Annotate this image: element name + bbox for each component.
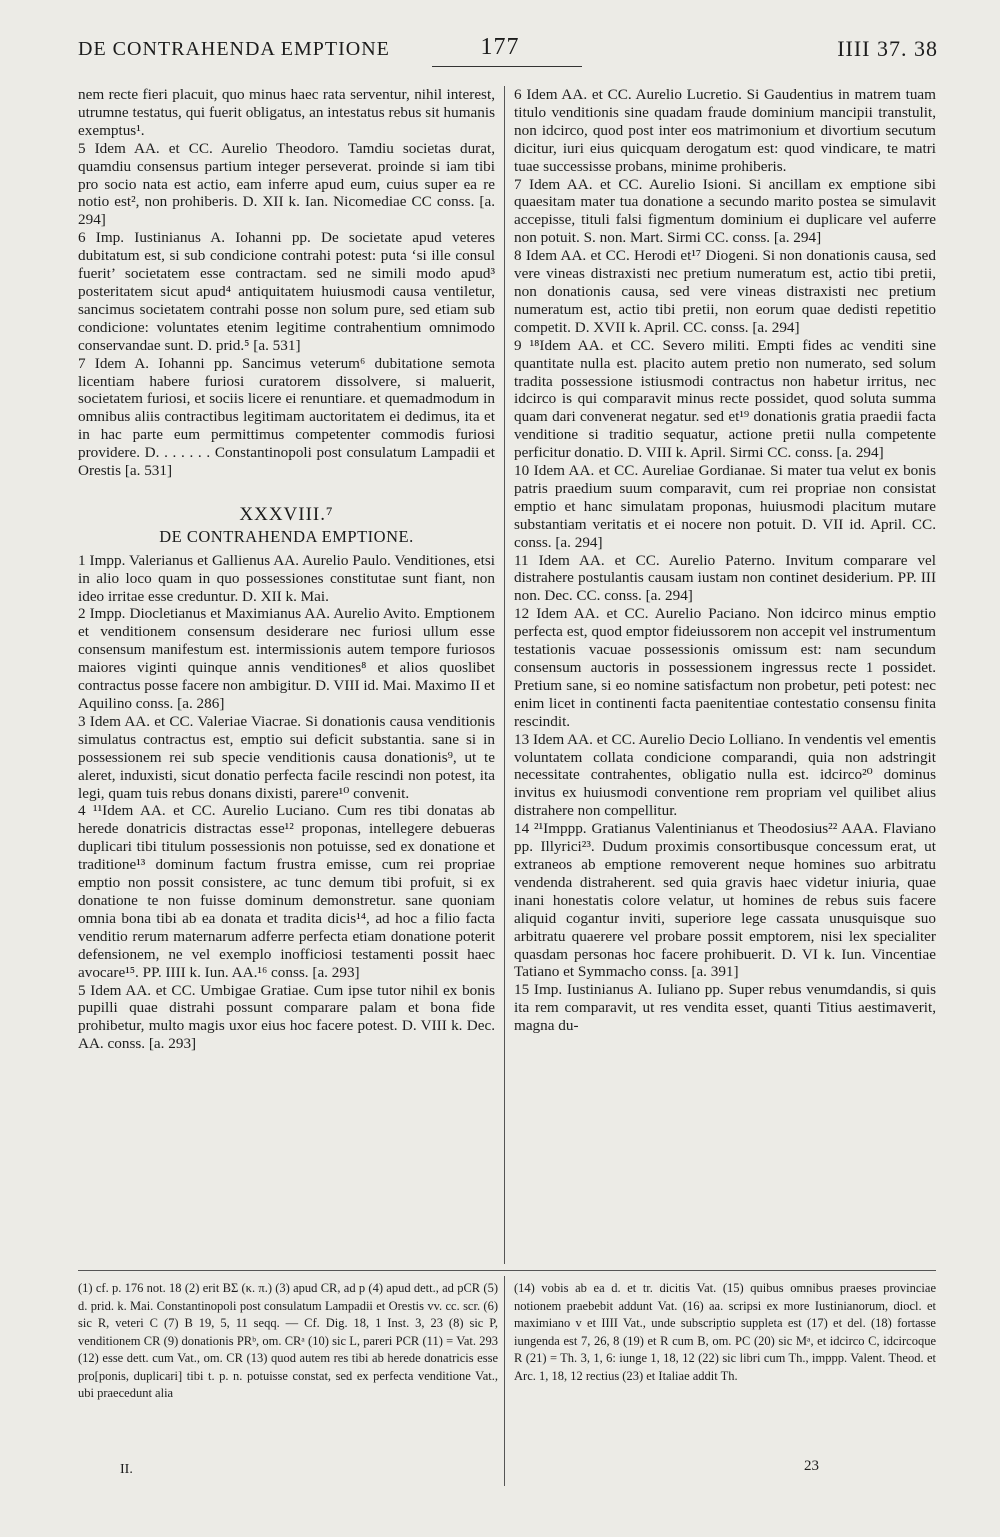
right-paragraph: 13 Idem AA. et CC. Aurelio Decio Lolliano. In vendentis vel ementis voluntatem collata condicione comparandi, quia non adstringit necessitate contrahentes, obligatio nulla est. idcirco²⁰ dominus invitus ex huiusmodi conventione rem propriam vel quilibet alius distrahere non compellitur. — [514, 730, 936, 820]
footnote-divider — [504, 1276, 505, 1486]
footnotes-left: (1) cf. p. 176 not. 18 (2) erit ΒΣ (κ. π.) (3) apud CR, ad p (4) apud dett., ad pCR (5) d. prid. k. Mai. Constantinopoli post consulatum Lampadii et Orestis vv. cc. scr. (6) sic R, veteri C (7) B 19, 5, 11 seqq. — Cf. Dig. 18, 1 Inst. 3, 23 (8) sic P, venditionem CR (9) donationis PRᵇ, om. CRᵃ (10) sic L, pareri PCR (11) = Vat. 293 (12) esse dett. cum Vat., om. CR (13) quod autem res tibi ab herede donatricis esse pro[ponis, duplicari] tibi t. p. n. potuisse constat, sed ex perfecta venditione Vat., ubi praecedunt alia — [78, 1281, 498, 1400]
right-paragraph: 15 Imp. Iustinianus A. Iuliano pp. Super rebus venumdandis, si quis ita rem comparavit, ut res vendita esset, quanti Titius aestimaverit, magna du- — [514, 981, 936, 1035]
right-paragraph: 6 Idem AA. et CC. Aurelio Lucretio. Si Gaudentius in matrem tuam titulo venditionis sine quadam fraude dominium mancipii transtulit, non idcirco, quod post inter eos matrimonium et divortium secutum dicitur, iuri eius quicquam derogatum est: quod vindicare, te matri tuae successisse probans, minime prohiberis. — [514, 86, 936, 175]
right-paragraph: 10 Idem AA. et CC. Aureliae Gordianae. Si mater tua velut ex bonis patris praedium suum comparavit, cum rei propriae non consistat emptio et hanc simulatam proponas, huiusmodi placitum mutare substantiam veritatis et ei nocere non potuit. D. VII id. April. CC. conss. [a. 294] — [514, 462, 936, 551]
right-paragraph: 11 Idem AA. et CC. Aurelio Paterno. Invitum comparare vel distrahere postulantis causam iustam non continet desiderium. PP. III non. Dec. CC. conss. [a. 294] — [514, 551, 936, 605]
section-paragraph: 1 Impp. Valerianus et Gallienus AA. Aurelio Paulo. Venditiones, etsi in alio loco quam in quo possessiones constitutae sunt fiant, non ideo irritae esse creduntur. D. XII k. Mai. — [78, 551, 495, 605]
section-paragraph: 3 Idem AA. et CC. Valeriae Viacrae. Si donationis causa venditionis simulatus contractus est, emptio sui deficit substantia. sane si in possessionem rei sub specie venditionis causa donationis⁹, ut te aleret, induxisti, sicut donatio perfecta facile rescindi non potest, ita legi, quam tuis rebus donans dixisti, parere¹⁰ convenit. — [78, 712, 495, 802]
right-paragraph: 12 Idem AA. et CC. Aurelio Paciano. Non idcirco minus emptio perfecta est, quod emptor fideiussorem non accepit vel instrumentum testationis vacuae possessionis omissum est: nam secundum consensum auctoris in possessionem ingressus recte 1 possidet. Pretium sane, si eo nomine satisfactum non probetur, peti potest: nec enim licet in continenti facta paenitentiae contestatio consensu finita rescindit. — [514, 605, 936, 730]
header-rule — [432, 66, 582, 67]
left-paragraph: nem recte fieri placuit, quo minus haec rata serventur, nihil interest, utrumne testatus, qui fuerit obligatus, an intestatus rebus sit humanis exemptus¹. — [78, 86, 495, 139]
right-paragraph: 7 Idem AA. et CC. Aurelio Isioni. Si ancillam ex emptione sibi quaesitam mater tua donatione a secundo marito postea se simulavit accepisse, tituli falsi figmentum dominium ei duplicare vel auferre non potuit. S. non. Mart. Sirmi CC. conss. [a. 294] — [514, 175, 936, 247]
page-number: 177 — [480, 34, 520, 60]
section-paragraph: 4 ¹¹Idem AA. et CC. Aurelio Luciano. Cum res tibi donatas ab herede donatricis distractas esse¹² proponas, intellegere debueras duplicari tibi titulum possessionis non potuisse, sed ex donatione et traditione¹³ dominum factum frustra emisse, cum rei propriae emptio non possit consistere, ac tunc demum tibi profuit, si ex donatione te non fuisse dominum demonstretur. sane quoniam omnia bona tibi ab ea donata et tradita dicis¹⁴, ad hoc a filio facta venditio rerum maternarum adferre perfecta etiam donatione poterit defensionem, ne vel exemplo inofficiosi testamenti possit haec avocare¹⁵. PP. IIII k. Iun. AA.¹⁶ conss. [a. 293] — [78, 802, 495, 981]
left-column — [78, 86, 495, 1053]
right-paragraph: 9 ¹⁸Idem AA. et CC. Severo militi. Empti fides ac venditi sine quantitate nulla est. placito autem pretio non numerato, sed solum tradita possessione istiusmodi contractus non habetur irritus, nec idcirco is qui comparavit minus recte possidet, quod soluta summa quam dari convenerat negatur. sed et¹⁹ donationis gratia praedii facta venditione si traditio sequatur, actione pretii nulla competente perficitur donatio. D. VIII k. April. Sirmi CC. conss. [a. 294] — [514, 336, 936, 462]
right-paragraph: 14 ²¹Imppp. Gratianus Valentinianus et Theodosius²² AAA. Flaviano pp. Illyrici²³. Dudum proximis consortibusque concessum erat, ut extraneos ab emptione removerent neque homines suo arbitratu vendenda distraherent. sed quia gravis haec videtur iniuria, quae inani honestatis colore velatur, ut homines de rebus suis facere aliquid cogantur inviti, superiore lege cassata unusquisque suo arbitratu quaerere vel probare possit emptorem, nisi lex specialiter quasdam personas hoc facere prohibuerit. D. VI k. Iun. Vincentiae Tatiano et Symmacho conss. [a. 391] — [514, 820, 936, 981]
section-subtitle: DE CONTRAHENDA EMPTIONE. — [159, 526, 414, 546]
section-paragraph: 5 Idem AA. et CC. Umbigae Gratiae. Cum ipse tutor nihil ex bonis pupilli quae distrahi possunt comparare palam et bona fide prohibetur, multo magis uxor eius hoc facere potest. D. VIII k. Dec. AA. conss. [a. 293] — [78, 981, 495, 1053]
right-paragraph: 8 Idem AA. et CC. Herodi et¹⁷ Diogeni. Si non donationis causa, sed vere vineas distraxisti nec pretium numeratum est, actio tibi pretii, non donationis causa, sed vere vineas distraxisti nec pretium numeratum est, actio tibi pretii, non eorum quae dedisti repetitio competit. D. XVII k. April. CC. conss. [a. 294] — [514, 247, 936, 336]
running-head-title: DE CONTRAHENDA EMPTIONE — [78, 38, 390, 60]
left-paragraph: 6 Imp. Iustinianus A. Iohanni pp. De societate apud veteres dubitatum est, si sub condicione contrahi potest: puta ‘si ille consul fuerit’ societatem esse contractam. sed ne simili modo apud³ posteritatem sicut apud⁴ antiquitatem huiusmodi causa ventiletur, sancimus societatem contrahi posse non solum pure, sed etiam sub condicione: voluntates etenim legitime contrahentium omnimodo conservandae sunt. D. prid.⁵ [a. 531] — [78, 229, 495, 354]
column-divider — [504, 86, 505, 1264]
running-head-reference: IIII 37. 38 — [837, 36, 938, 61]
signature-mark: II. — [120, 1462, 133, 1477]
gathering-number: 23 — [804, 1458, 819, 1474]
section-paragraph: 2 Impp. Diocletianus et Maximianus AA. Aurelio Avito. Emptionem et venditionem consensum desiderare nec furiosi ullum esse consensum manifestum est. intermissionis autem tempore furiosos maiores viginti quinque annis venditiones⁸ et alios quoslibet contractus posse facere non ambigitur. D. VIII id. Mai. Maximo II et Aquilino conss. [a. 286] — [78, 605, 495, 712]
right-column — [514, 86, 936, 1035]
section-title: XXXVIII.⁷ — [239, 503, 334, 525]
footnote-rule — [78, 1270, 936, 1271]
left-paragraph: 7 Idem A. Iohanni pp. Sancimus veterum⁶ dubitatione semota licentiam habere furiosi curatorem dissolvere, si maluerit, societatem furiosi, et sociis licere ei renuntiare. et quemadmodum in omnibus aliis contractibus legitimam auctoritatem ei dedimus, ita et in hac parte eum permittimus competenter commodis furiosi providere. D. . . . . . . Constantinopoli post consulatum Lampadii et Orestis [a. 531] — [78, 354, 495, 480]
left-paragraph: 5 Idem AA. et CC. Aurelio Theodoro. Tamdiu societas durat, quamdiu consensus partium integer perseverat. proinde si iam tibi pro socio nata est actio, eam inferre apud eum, cuius super ea re notio est², non prohiberis. D. XII k. Ian. Nicomediae CC conss. [a. 294] — [78, 139, 495, 229]
footnotes-right: (14) vobis ab ea d. et tr. dicitis Vat. (15) quibus omnibus praeses provinciae notionem praebebit addunt Vat. (16) aa. scripsi ex more Iustinianorum, diocl. et maximiano v et IIII Vat., unde subscriptio suppleta est (17) et del. (18) fortasse iungenda est 7, 26, 8 (19) et R cum B, om. PC (20) sic Mᵃ, et idcirco C, idcircoque R (21) = Th. 3, 1, 6: iunge 1, 18, 12 (22) sic libri cum Th., imppp. Valent. Theod. et Arc. 1, 18, 12 rectius (23) et Italiae addit Th. — [514, 1281, 936, 1383]
